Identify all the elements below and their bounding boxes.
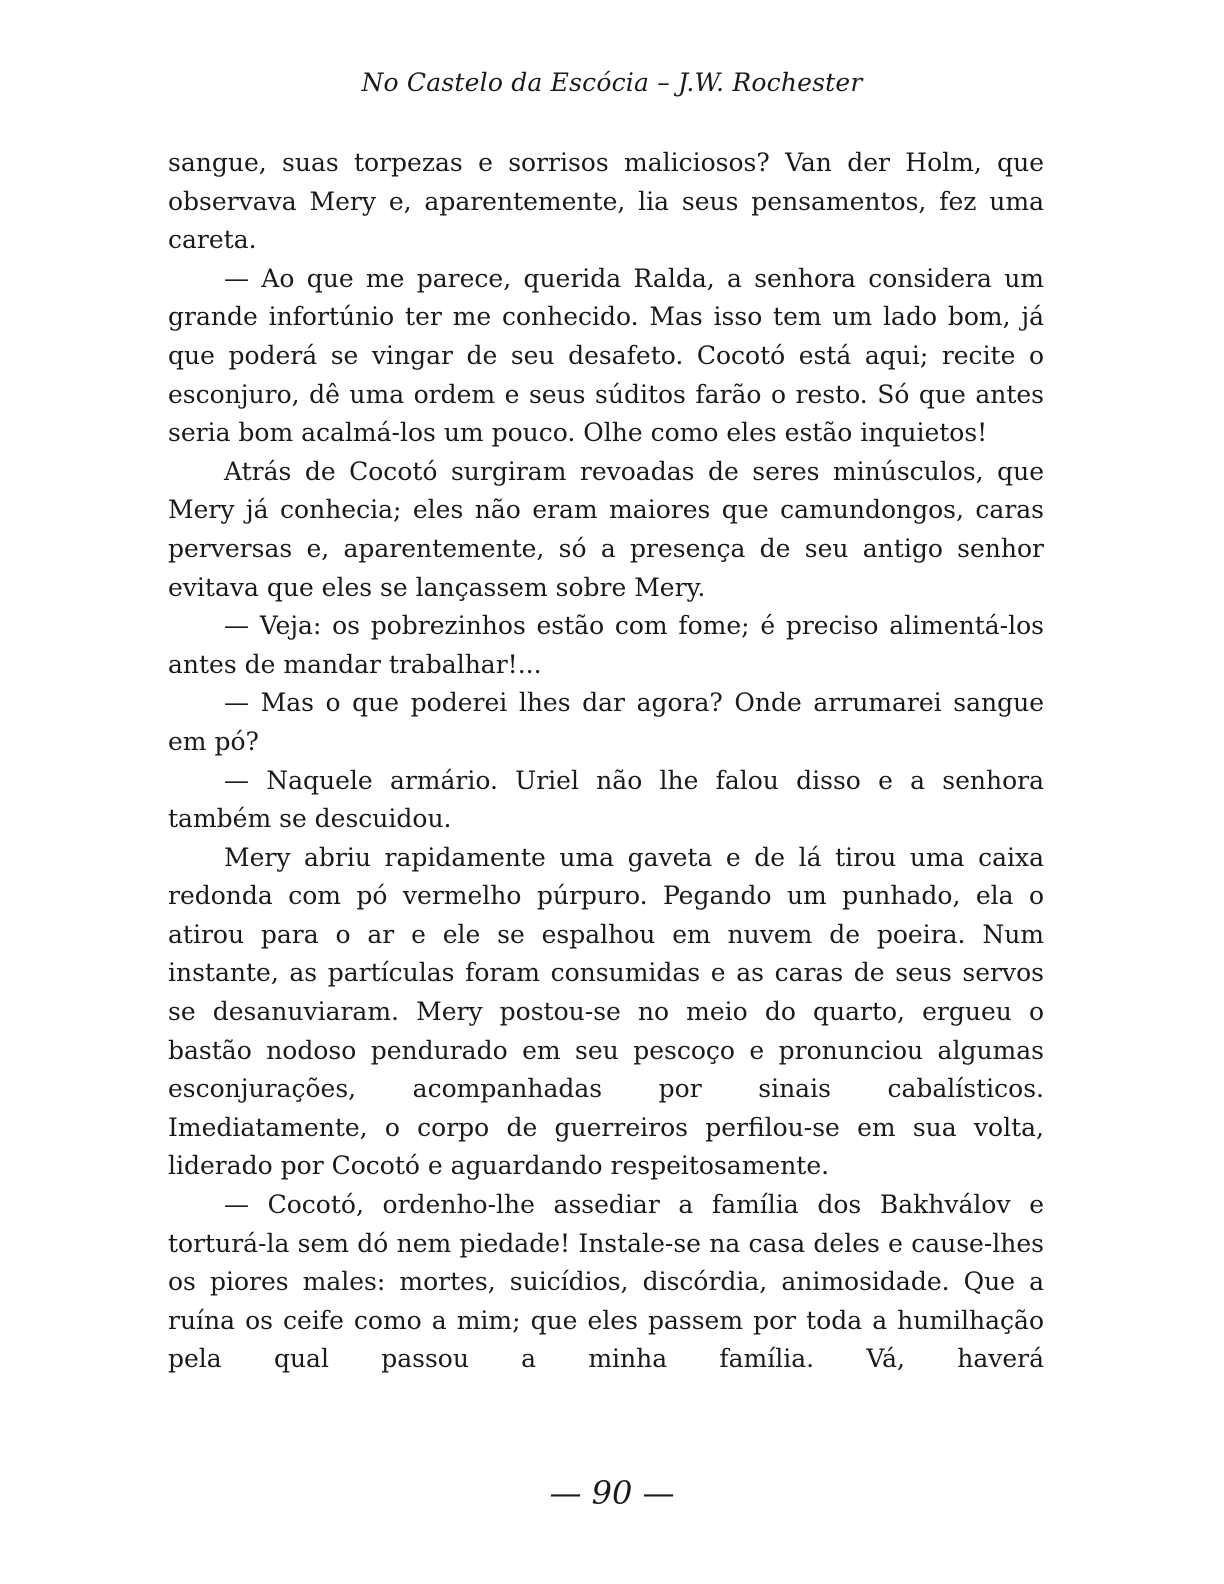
paragraph: Atrás de Cocotó surgiram revoadas de seres minúsculos, que Mery já conhecia; eles não eram maiores que camundongos, caras perversas e, aparentemente, só a presença de seu antigo senhor evitava que eles se lançassem sobre Mery. xyxy=(168,456,1044,602)
paragraph: Mery abriu rapidamente uma gaveta e de lá tirou uma caixa redonda com pó vermelho púrpuro. Pegando um punhado, ela o atirou para o ar e ele se espalhou em nuvem de poeira. Num instante, as partículas foram consumidas e as caras de seus servos se desanuviaram. Mery postou-se no meio do quarto, ergueu o bastão nodoso pendurado em seu pescoço e pronunciou algumas esconjurações, acompanhadas por sinais cabalísticos. Imediatamente, o corpo de guerreiros perfilou-se em sua volta, liderado por Cocotó e aguardando respeitosamente. xyxy=(168,842,1044,1181)
paragraph: — Veja: os pobrezinhos estão com fome; é preciso alimentá-los antes de mandar trabalhar!... xyxy=(168,611,1044,679)
running-header: No Castelo da Escócia – J.W. Rochester xyxy=(361,68,863,97)
paragraph: sangue, suas torpezas e sorrisos maliciosos? Van der Holm, que observava Mery e, aparentemente, lia seus pensamentos, fez uma careta. xyxy=(168,148,1044,255)
paragraph: — Cocotó, ordenho-lhe assediar a família dos Bakhválov e torturá-la sem dó nem piedade! Instale-se na casa deles e cause-lhes os piores males: mortes, suicídios, discórdia, animosidade. Que a ruína os ceife como a mim; que eles passem por toda a humilhação pela qual passou a minha família. Vá, haverá xyxy=(168,1190,1044,1374)
paragraph: — Ao que me parece, querida Ralda, a senhora considera um grande infortúnio ter me conhecido. Mas isso tem um lado bom, já que poderá se vingar de seu desafeto. Cocotó está aqui; recite o esconjuro, dê uma ordem e seus súditos farão o resto. Só que antes seria bom acalmá-los um pouco. Olhe como eles estão inquietos! xyxy=(168,263,1044,448)
page-number: — 90 — xyxy=(549,1474,675,1512)
page-body xyxy=(168,144,1044,1379)
paragraph: — Naquele armário. Uriel não lhe falou disso e a senhora também se descuidou. xyxy=(168,765,1044,834)
paragraph: — Mas o que poderei lhes dar agora? Onde arrumarei sangue em pó? xyxy=(168,688,1044,756)
